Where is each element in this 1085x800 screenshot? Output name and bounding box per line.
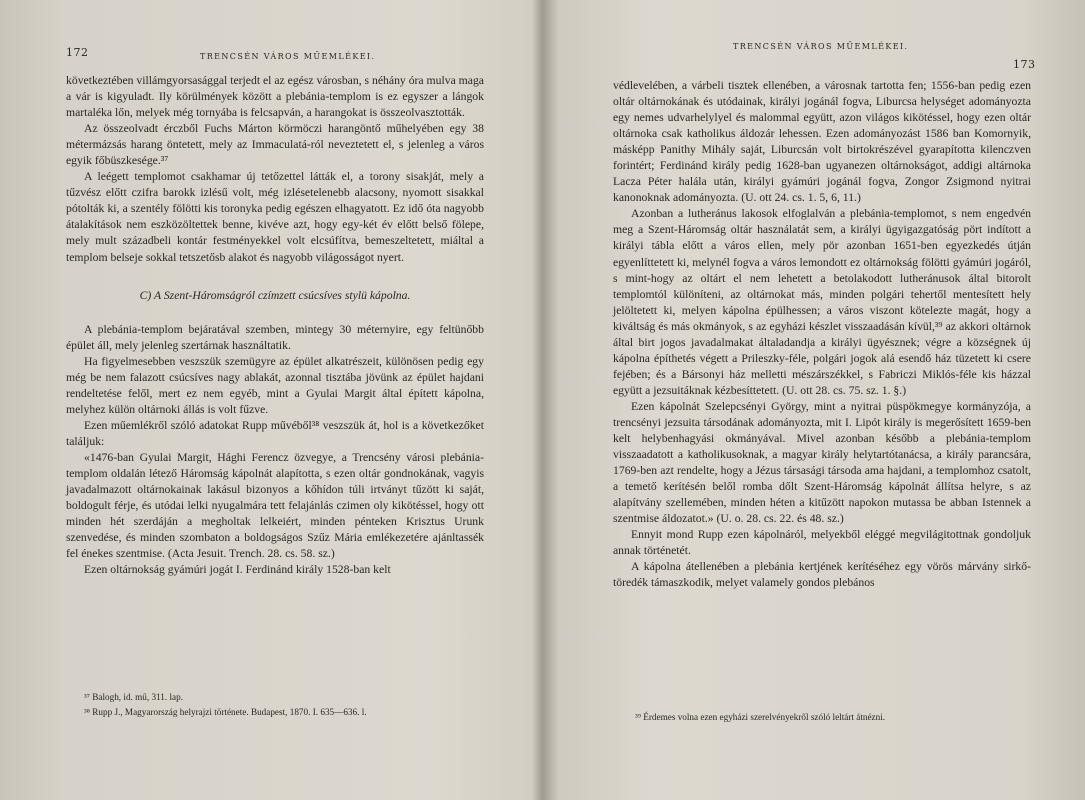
running-head: TRENCSÉN VÁROS MŰEMLÉKEI. (200, 52, 376, 61)
paragraph: Ennyit mond Rupp ezen kápolnáról, melyekből eléggé megvilágitottnak gondoljuk annak történetét. (613, 528, 1031, 558)
paragraph: Az összeolvadt érczből Fuchs Márton körmöczi harangöntő műhelyében egy 38 métermázsás harang öntetett, mely az Immaculatá-ról neveztetett el, s jelenleg a város egyik főbüszkesége.³⁷ (66, 122, 484, 168)
paragraph: védlevelében, a várbeli tisztek ellenében, a városnak tartotta fen; 1556-ban pedig ezen oltár oltárnokának és utódainak, királyi jogánál fogva, Liburcsa helységet adományozta egy nemes udvarhelylyel és malommal együtt, azon világos kikötéssel, hogy ezen oltár oltárnoka csak katholikus áldozár lehessen. Ezen adományozást 1586 ban Komornyik, másképp Panithy Mihály saját, Liburcsán volt birtokrészével gyarapította kilenczven forintért; Ferdinánd király pedig 1628-ban ugyanezen oltárnokságot, addigi altárnoka Lacza Péter halála után, királyi gyámúri jogánál fogva, Zongor Zsigmond nyitrai kanonoknak adományozta. (U. ott 24. cs. 1. 5, 6, 11.) (613, 79, 1031, 205)
left-page (0, 0, 540, 800)
paragraph: következtében villámgyorsasággal terjedt el az egész városban, s néhány óra mulva maga a vár is kigyuladt. Ily körülmények között a plebánia-templom is ez egyszer a lángok martaléka lőn, melyek még tornyába is felcsapván, a harangokat is összeolvasztották. (66, 74, 484, 120)
paragraph: Ezen műemlékről szóló adatokat Rupp művéből³⁸ veszszük át, hol is a következőket találjuk: (66, 418, 484, 448)
paragraph: A plebánia-templom bejáratával szemben, mintegy 30 méternyire, egy feltünőbb épület áll, mely jelenleg szertárnak használtatik. (66, 322, 484, 352)
paragraph: A kápolna átellenében a plebánia kertjének kerítéséhez egy vörös márvány sirkő-töredék támaszkodik, melyet valamely gondos plebános (613, 560, 1031, 590)
footnote: ³⁹ Érdemes volna ezen egyházi szerelvényekről szóló leltárt átnézni. (635, 712, 886, 722)
paragraph: Ezen oltárnokság gyámúri jogát I. Ferdinánd király 1528-ban kelt (84, 563, 391, 577)
right-page (545, 0, 1085, 800)
section-heading: C) A Szent-Háromságról czímzett csúcsíves stylü kápolna. (139, 288, 411, 302)
paragraph: A leégett templomot csakhamar új tetőzettel látták el, a torony sisakját, mely a tűzvész előtt czifra barokk izlésű volt, még izlésetelenebb alacsony, nyomott sisakkal pótolták ki, a szentély fölötti kis toronyka pedig egészen elhagyatott. Ez idő óta nagyobb átalakítások nem eszközöltettek benne, kivéve azt, hogy egy-két év előtt belső fölepe, mely mult századbeli kontár festményekkel volt elcsúfítva, bemeszeltetett, miáltal a templom belseje sokkal tetszetősb alakot és nagyobb világosságot nyert. (66, 170, 484, 264)
footnote: ³⁸ Rupp J., Magyarország helyrajzi története. Budapest, 1870. I. 635—636. l. (84, 707, 367, 717)
running-head: TRENCSÉN VÁROS MŰEMLÉKEI. (733, 42, 909, 51)
page-number: 172 (66, 46, 89, 59)
paragraph: Azonban a lutheránus lakosok elfoglalván a plebánia-templomot, s nem engedvén meg a Szent-Háromság oltár használatát sem, a királyi ügyigazgatóság pört indított a királyi tábla előtt a város ellen, mely pör azonban 1651-ben egyezkedés útján egyenlíttetett ki, melynél fogva a város lemondott ez oltárnokság fölötti gyámúri jogáról, s mint-hogy az oltárt el nem lehetett a betolakodott lutheránusok által bitorolt templomtól különíteni, az oltárnokat más, minden polgári tehertől mentesített hely jelöltetett ki, melyen kápolna épülhessen; a város viszont kötelezte magát, hogy a kiváltság és más okmányok, s az egyházi készlet visszaadásán kívül,³⁹ az akkori oltárnok által birt jogos javadalmakat általadandja a királyi ügyésznek; végre a községnek új kápolna építhetés végett a Prileszky-féle, polgári jogok alá esendő ház tüzetett ki csere fejében; és a Bársonyi ház melletti mészárszékkel, s Fabriczi Miklós-féle kis házzal együtt a jezsuitáknak kézbesíttetett. (U. ott 28. cs. 75. sz. 1. §.) (613, 207, 1031, 397)
footnotes (635, 710, 1035, 725)
left-body (66, 73, 484, 578)
right-body (613, 78, 1031, 592)
footnote: ³⁷ Balogh, id. mű, 311. lap. (84, 692, 184, 702)
footnotes (84, 690, 494, 720)
page-number: 173 (1013, 58, 1036, 71)
paragraph: Ezen kápolnát Szelepcsényi György, mint a nyitrai püspökmegye kormányzója, a trencsényi jezsuita társodának adományozta, mit I. Lipót király is megerősített 1659-ben kelt helybenhagyási okmányával. Mivel azonban később a plebánia-templom visszaadatott a katholikusoknak, a magyar király helytartótanácsa, a király parancsára, 1769-ben azt rendelte, hogy a Jézus társasági társoda ama hajdani, a templomhoz csatolt, a temető kerítésén belől romba dőlt Szent-Háromság kápolnát állítsa helyre, s az alapítvány szellemében, minden héten a kitűzött napokon mutassa be abban Istennek a szentmise áldozatot.» (U. o. 28. cs. 22. és 48. sz.) (613, 399, 1031, 526)
quotation-paragraph: «1476-ban Gyulai Margit, Hághi Ferencz özvegye, a Trencsény városi plebánia-templom oldalán létező Háromság kápolnát alapította, s ezen oltár gondnokának, vagyis javadalmazott oltárnokainak lakásul bizonyos a kőhídon túli irtványt tűzött ki saját, boldogult férje, és utódai lelki nyugalmára tett felajánlás czimen oly kikötéssel, hogy ott minden hét szerdáján a megholtak lelkeiért, minden pénteken Krisztus Urunk szenvedése, és minden szombaton a boldogságos Szűz Mária emlékezetére ajánltassék fel énekes szentmise. (Acta Jesuit. Trench. 28. cs. 58. sz.) (66, 450, 484, 561)
paragraph: Ha figyelmesebben veszszük szemügyre az épület alkatrészeit, különösen pedig egy még be nem falazott csúcsíves nagy ablakát, azonnal tisztába jövünk az épület hajdani rendeltetése felől, mert ez nem egyéb, mint a Gyulai Margit által épített kápolna, melyhez külön oltárnoki állás is volt fűzve. (66, 354, 484, 416)
